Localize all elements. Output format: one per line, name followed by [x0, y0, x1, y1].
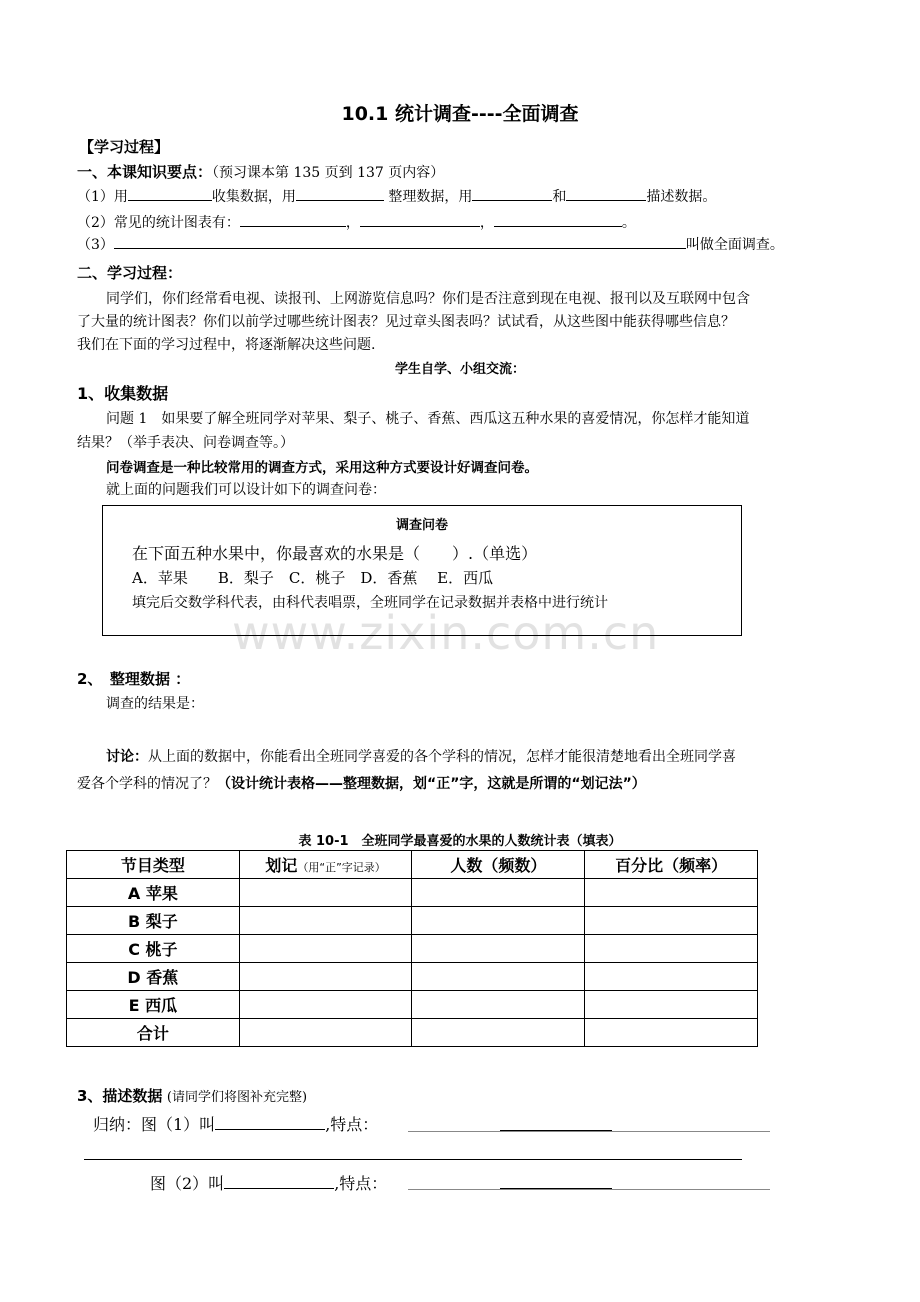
- table-header-row: [67, 851, 758, 879]
- item2-text: ，: [479, 215, 494, 231]
- table-row: [67, 991, 758, 1019]
- knowledge-item-3: [77, 234, 784, 254]
- discussion-line: [106, 746, 736, 766]
- percent-cell[interactable]: [585, 907, 758, 935]
- describe-note: (请同学们将图补充完整): [166, 1090, 308, 1105]
- section-header: 【学习过程】: [79, 138, 170, 156]
- collect-heading: 1、收集数据: [77, 384, 169, 403]
- percent-cell[interactable]: [585, 963, 758, 991]
- blank-field[interactable]: [240, 212, 346, 227]
- percent-cell[interactable]: [585, 1019, 758, 1047]
- question-1-line: 问题 1 如果要了解全班同学对苹果、梨子、桃子、香蕉、西瓜这五种水果的喜爱情况，你怎样才能知道: [106, 411, 750, 427]
- header-tally-note: （用“正”字记录）: [297, 861, 386, 874]
- knowledge-item-1: [77, 186, 716, 206]
- answer-line[interactable]: [500, 1188, 612, 1189]
- item1-text: 描述数据。: [646, 189, 717, 205]
- fruit-tally-table: [66, 850, 758, 1047]
- row-label-total: 合计: [67, 1019, 240, 1047]
- blank-field[interactable]: [114, 234, 686, 249]
- table-row: [67, 907, 758, 935]
- table-row: [67, 963, 758, 991]
- table-caption: 表 10-1 全班同学最喜爱的水果的人数统计表（填表）: [298, 834, 622, 849]
- questionnaire-note: 问卷调查是一种比较常用的调查方式，采用这种方式要设计好调查问卷。: [106, 460, 538, 476]
- question-1-line: 结果？（举手表决、问卷调查等。）: [77, 435, 294, 451]
- count-cell[interactable]: [412, 991, 585, 1019]
- item1-text: 收集数据，用: [211, 189, 296, 205]
- header-percent: 百分比（频率）: [585, 851, 758, 879]
- item3-text: （3）: [77, 237, 114, 253]
- watermark: www.zixin.com.cn: [232, 606, 660, 660]
- table-row: [67, 935, 758, 963]
- count-cell[interactable]: [412, 963, 585, 991]
- table-row: [67, 879, 758, 907]
- describe-heading-line: [77, 1085, 307, 1106]
- part1-heading: 一、本课知识要点：: [77, 163, 213, 181]
- summary-figure-2: 图（2）叫: [150, 1174, 225, 1193]
- item3-text: 叫做全面调查。: [685, 237, 784, 253]
- organize-heading: 2、 整理数据 ：: [77, 670, 191, 688]
- table-row: [67, 1019, 758, 1047]
- blank-field[interactable]: [472, 186, 552, 201]
- blank-field[interactable]: [224, 1172, 334, 1189]
- summary-feature-label: ,特点：: [334, 1174, 388, 1193]
- discussion-text: 从上面的数据中，你能看出全班同学喜爱的各个学科的情况，怎样才能很清楚地看出全班同学喜: [148, 749, 736, 765]
- summary-figure-1: 归纳：图（1）叫: [93, 1115, 216, 1134]
- blank-field[interactable]: [494, 212, 622, 227]
- self-study-note: 学生自学、小组交流：: [394, 362, 525, 377]
- row-label: B 梨子: [67, 907, 240, 935]
- blank-field[interactable]: [128, 186, 212, 201]
- intro-paragraph-line: 了大量的统计图表？你们以前学过哪些统计图表？见过章头图表吗？试试看，从这些图中能获得哪些信息？: [77, 314, 735, 330]
- questionnaire-instruction: 填完后交数学科代表，由科代表唱票，全班同学在记录数据并表格中进行统计: [132, 595, 608, 611]
- part2-heading: 二、学习过程：: [77, 264, 183, 282]
- header-category: 节目类型: [67, 851, 240, 879]
- part1-heading-line: [77, 161, 444, 182]
- blank-field[interactable]: [215, 1113, 325, 1130]
- design-note: 就上面的问题我们可以设计如下的调查问卷：: [106, 482, 386, 498]
- tally-cell[interactable]: [239, 879, 412, 907]
- item1-text: 整理数据，用: [383, 189, 473, 205]
- tally-cell[interactable]: [239, 991, 412, 1019]
- percent-cell[interactable]: [585, 879, 758, 907]
- item2-text: ，: [345, 215, 360, 231]
- count-cell[interactable]: [412, 935, 585, 963]
- row-label: E 西瓜: [67, 991, 240, 1019]
- answer-line[interactable]: [408, 1189, 770, 1190]
- tally-cell[interactable]: [239, 935, 412, 963]
- discussion-line: [77, 773, 646, 793]
- knowledge-item-2: [77, 212, 636, 232]
- header-count: 人数（频数）: [412, 851, 585, 879]
- row-label: A 苹果: [67, 879, 240, 907]
- item1-text: （1）用: [77, 189, 128, 205]
- intro-paragraph-line: 同学们，你们经常看电视、读报刊、上网游览信息吗？你们是否注意到现在电视、报刊以及互联网中包含: [106, 291, 750, 307]
- page-title: 10.1 统计调查----全面调查: [341, 103, 579, 125]
- summary-line-1: [93, 1112, 378, 1135]
- count-cell[interactable]: [412, 879, 585, 907]
- blank-field[interactable]: [360, 212, 480, 227]
- summary-feature-label: ,特点：: [325, 1115, 379, 1134]
- tally-cell[interactable]: [239, 963, 412, 991]
- blank-field[interactable]: [296, 186, 384, 201]
- tally-cell[interactable]: [239, 907, 412, 935]
- questionnaire-question: 在下面五种水果中，你最喜欢的水果是（ ）.（单选）: [132, 544, 538, 563]
- survey-result-label: 调查的结果是：: [106, 696, 204, 712]
- blank-field[interactable]: [566, 186, 646, 201]
- header-tally: [239, 851, 412, 879]
- answer-line[interactable]: [84, 1159, 742, 1160]
- discussion-label: 讨论：: [106, 749, 148, 765]
- row-label: C 桃子: [67, 935, 240, 963]
- item2-text: （2）常见的统计图表有：: [77, 215, 240, 231]
- tally-cell[interactable]: [239, 1019, 412, 1047]
- describe-heading: 3、描述数据: [77, 1087, 163, 1105]
- item1-text: 和: [552, 189, 567, 205]
- answer-line[interactable]: [500, 1130, 612, 1131]
- percent-cell[interactable]: [585, 935, 758, 963]
- intro-paragraph-line: 我们在下面的学习过程中，将逐渐解决这些问题.: [77, 337, 376, 353]
- count-cell[interactable]: [412, 1019, 585, 1047]
- item2-text: 。: [621, 215, 636, 231]
- questionnaire-title: 调查问卷: [395, 518, 448, 533]
- answer-line[interactable]: [408, 1131, 770, 1132]
- discussion-text: 爱各个学科的情况了？: [77, 776, 217, 792]
- count-cell[interactable]: [412, 907, 585, 935]
- discussion-bold: （设计统计表格——整理数据，划“正”字，这就是所谓的“划记法”）: [217, 776, 646, 792]
- summary-line-2: [150, 1171, 387, 1194]
- header-tally-label: 划记: [265, 856, 298, 875]
- questionnaire-options: A．苹果 B．梨子 C．桃子 D．香蕉 E．西瓜: [132, 569, 494, 587]
- row-label: D 香蕉: [67, 963, 240, 991]
- percent-cell[interactable]: [585, 991, 758, 1019]
- part1-note: （预习课本第 135 页到 137 页内容）: [212, 165, 445, 181]
